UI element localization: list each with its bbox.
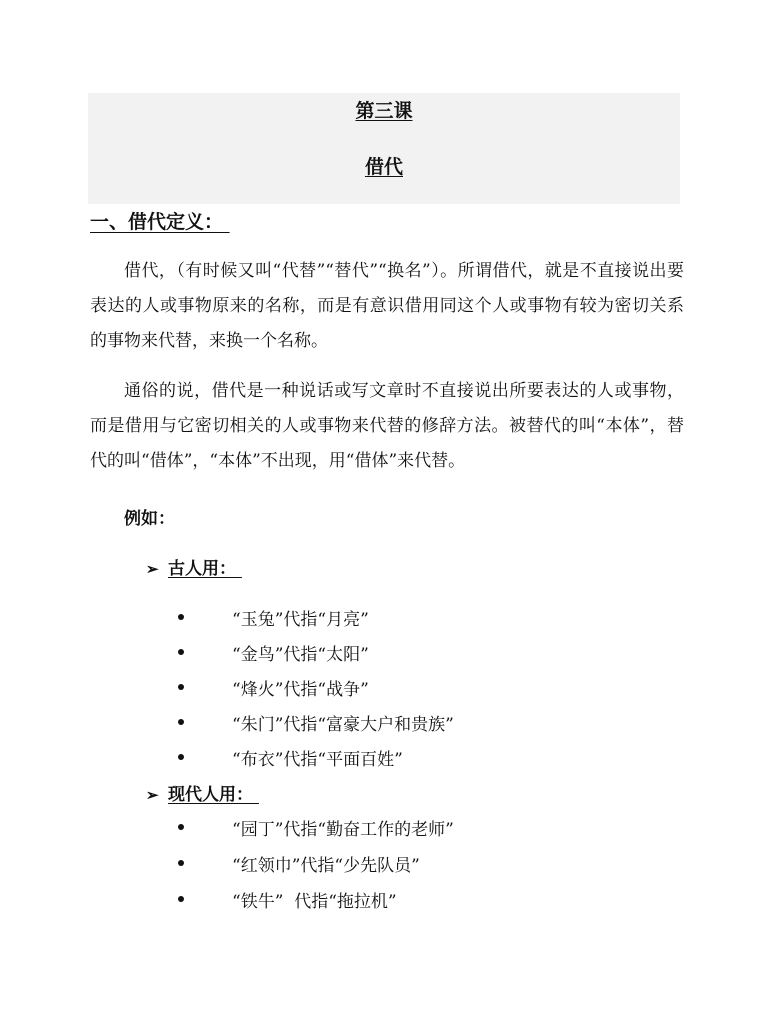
bullet-dot-icon bbox=[178, 684, 184, 690]
definition-paragraph: 借代，（有时候又叫“代替”“替代”“换名”）。所谓借代，就是不直接说出要表达的人或事物原来的名称，而是有意识借用同这个人或事物有较为密切关系的事物来代替，来换一个名称。 bbox=[90, 261, 684, 351]
bullet-dot-icon bbox=[178, 649, 184, 655]
group-title-text: 现代人用： bbox=[168, 785, 259, 805]
list-item-text: “烽火”代指“战争” bbox=[232, 680, 369, 700]
list-item-text: “园丁”代指“勤奋工作的老师” bbox=[232, 820, 454, 840]
arrow-bullet-icon: ➢ bbox=[146, 786, 159, 804]
group-title-ancient bbox=[146, 554, 242, 579]
list-item-text: “红领巾”代指“少先队员” bbox=[232, 856, 420, 876]
list-item-text: “铁牛” 代指“拖拉机” bbox=[232, 892, 397, 912]
list-item-text: “朱门”代指“富豪大户和贵族” bbox=[232, 715, 454, 735]
explanation-paragraph: 通俗的说，借代是一种说话或写文章时不直接说出所要表达的人或事物，而是借用与它密切相关的人或事物来代替的修辞方法。被替代的叫“本体”，替代的叫“借体”，“本体”不出现，用“借体”来代替。 bbox=[90, 381, 684, 471]
list-item-text: “玉兔”代指“月亮” bbox=[232, 610, 369, 630]
bullet-dot-icon bbox=[178, 754, 184, 760]
group-title-modern bbox=[146, 780, 259, 805]
arrow-bullet-icon: ➢ bbox=[146, 560, 159, 578]
example-label: 例如： bbox=[124, 509, 175, 529]
lesson-number: 第三课 bbox=[355, 100, 413, 122]
bullet-dot-icon bbox=[178, 614, 184, 620]
bullet-dot-icon bbox=[178, 896, 184, 902]
bullet-dot-icon bbox=[178, 824, 184, 830]
bullet-dot-icon bbox=[178, 860, 184, 866]
bullet-dot-icon bbox=[178, 719, 184, 725]
section-heading-definition: 一、借代定义： bbox=[90, 211, 230, 233]
group-title-text: 古人用： bbox=[168, 559, 242, 579]
lesson-title: 借代 bbox=[364, 156, 403, 178]
list-item-text: “布衣”代指“平面百姓” bbox=[232, 750, 403, 770]
list-item-text: “金鸟”代指“太阳” bbox=[232, 645, 369, 665]
